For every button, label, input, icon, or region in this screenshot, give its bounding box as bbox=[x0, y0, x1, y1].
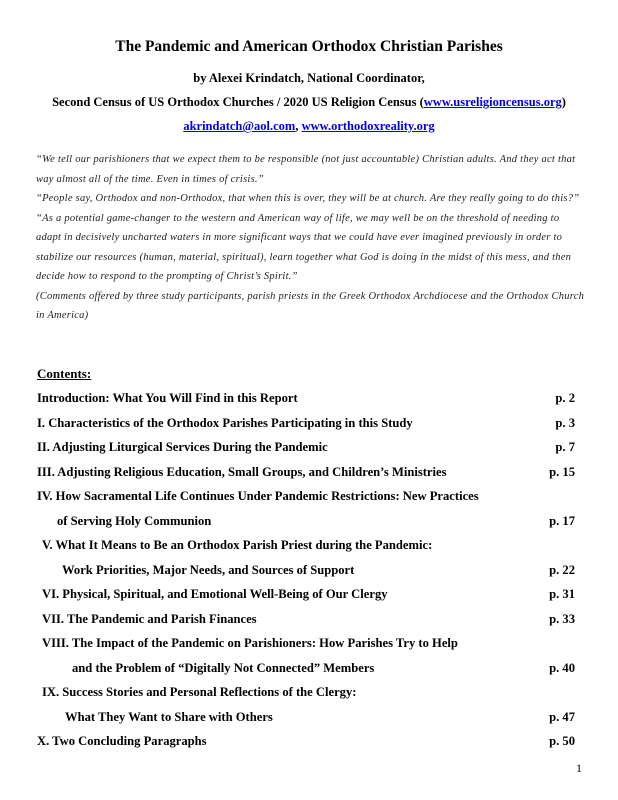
toc-entry bbox=[0, 582, 618, 607]
census-close: ) bbox=[561, 95, 566, 109]
census-line bbox=[0, 95, 618, 110]
toc-entry-page: p. 31 bbox=[549, 587, 575, 601]
toc-entry-label: VI. Physical, Spiritual, and Emotional Well-Being of Our Clergy bbox=[42, 587, 388, 601]
toc-entry bbox=[0, 656, 618, 681]
toc-entry-label: V. What It Means to Be an Orthodox Parish Priest during the Pandemic: bbox=[42, 538, 433, 552]
toc-entry-label: and the Problem of “Digitally Not Connected” Members bbox=[72, 660, 375, 675]
toc-entry-label: IX. Success Stories and Personal Reflections of the Clergy: bbox=[42, 685, 357, 699]
census-link[interactable]: www.usreligioncensus.org bbox=[423, 95, 562, 109]
toc-entry bbox=[0, 533, 618, 558]
toc-entry-label: X. Two Concluding Paragraphs bbox=[37, 734, 207, 748]
toc-entry bbox=[0, 460, 618, 485]
toc-entry-label: II. Adjusting Liturgical Services During the Pandemic bbox=[37, 440, 328, 454]
toc-entry-label: Introduction: What You Will Find in this Report bbox=[37, 391, 298, 405]
toc-entry-label: VII. The Pandemic and Parish Finances bbox=[42, 611, 257, 626]
quote-2: “People say, Orthodox and non-Orthodox, that when this is over, they will be at church. Are they really going to do this?” bbox=[36, 193, 580, 204]
toc-entry-page: p. 22 bbox=[549, 562, 575, 577]
website-link[interactable]: www.orthodoxreality.org bbox=[301, 119, 435, 133]
toc-entry bbox=[0, 386, 618, 411]
toc-entry-page: p. 50 bbox=[549, 734, 575, 748]
toc-entry-label: IV. How Sacramental Life Continues Under Pandemic Restrictions: New Practices bbox=[37, 489, 479, 503]
toc-entry bbox=[0, 484, 618, 509]
toc-entry bbox=[0, 631, 618, 656]
toc-entry bbox=[0, 558, 618, 583]
toc-entry-page: p. 33 bbox=[549, 611, 575, 626]
author-byline: by Alexei Krindatch, National Coordinator, bbox=[193, 71, 425, 85]
contact-line bbox=[0, 119, 618, 134]
toc-entry-label: Work Priorities, Major Needs, and Sources of Support bbox=[62, 562, 355, 577]
toc-entry-page: p. 40 bbox=[549, 660, 575, 675]
toc-entry bbox=[0, 435, 618, 460]
contents-heading: Contents: bbox=[37, 366, 92, 381]
toc-entry bbox=[0, 509, 618, 534]
epigraph-quotes bbox=[36, 150, 586, 326]
email-link[interactable]: akrindatch@aol.com bbox=[183, 119, 296, 133]
toc-entry-label: III. Adjusting Religious Education, Small Groups, and Children’s Ministries bbox=[37, 464, 447, 479]
document-title: The Pandemic and American Orthodox Christian Parishes bbox=[115, 38, 503, 55]
toc-entry bbox=[0, 680, 618, 705]
toc-entry-label: VIII. The Impact of the Pandemic on Parishioners: How Parishes Try to Help bbox=[42, 636, 458, 650]
toc-entry-page: p. 2 bbox=[555, 391, 575, 405]
toc-entry-label: I. Characteristics of the Orthodox Parishes Participating in this Study bbox=[37, 415, 413, 430]
contact-separator: , bbox=[295, 119, 302, 133]
census-text: Second Census of US Orthodox Churches / 2020 US Religion Census ( bbox=[52, 95, 424, 109]
toc-entry-label: What They Want to Share with Others bbox=[65, 709, 273, 724]
quote-attribution: (Comments offered by three study participants, parish priests in the Greek Orthodox Archdiocese and the Orthodox Church in America) bbox=[36, 290, 585, 321]
toc-entry bbox=[0, 729, 618, 754]
toc-entry-page: p. 17 bbox=[549, 513, 575, 528]
page-number: 1 bbox=[576, 761, 582, 775]
toc-entry bbox=[0, 705, 618, 730]
toc-entry-page: p. 7 bbox=[555, 440, 575, 454]
toc-entry bbox=[0, 411, 618, 436]
toc-entry bbox=[0, 607, 618, 632]
table-of-contents bbox=[0, 386, 618, 754]
toc-entry-label: of Serving Holy Communion bbox=[57, 513, 212, 528]
quote-3: “As a potential game-changer to the western and American way of life, we may well be on the threshold of needing to adapt in decisively uncharted waters in more significant ways that we could have ever imagined previously in order to stabilize our resources (human, material, spiritual), learn together what God is doing in the midst of this mess, and then decide how to respond to the prompting of Christ’s Spirit.” bbox=[36, 212, 572, 282]
toc-entry-page: p. 3 bbox=[555, 415, 575, 430]
quote-1: “We tell our parishioners that we expect them to be responsible (not just accountable) Christian adults. And they act that way almost all of the time. Even in times of crisis.” bbox=[36, 154, 576, 185]
toc-entry-page: p. 15 bbox=[549, 464, 575, 479]
toc-entry-page: p. 47 bbox=[549, 709, 575, 724]
